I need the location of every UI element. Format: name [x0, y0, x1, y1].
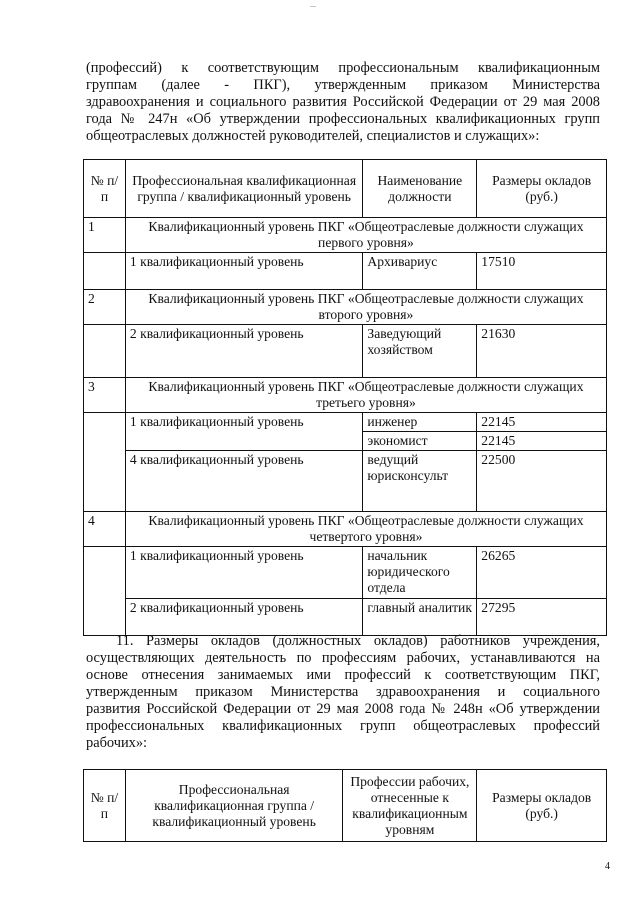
- header-position: Наименование должности: [363, 160, 477, 218]
- section-title: Квалификационный уровень ПКГ «Общеотраслевые должности служащих третьего уровня»: [125, 378, 606, 413]
- intro-line: (профессий) к соответствующим профессиональным квалификационным: [86, 60, 600, 76]
- section-num: 1: [84, 218, 126, 253]
- salary-cell: 22145: [477, 432, 607, 451]
- level-cell: 1 квалификационный уровень: [125, 253, 362, 290]
- section-num: 3: [84, 378, 126, 413]
- header-group: Профессиональная квалификационная группа / квалификационный уровень: [125, 160, 362, 218]
- section-title: Квалификационный уровень ПКГ «Общеотраслевые должности служащих четвертого уровня»: [125, 512, 606, 547]
- table-pkg-employees: [83, 159, 607, 636]
- position-cell: ведущий юрисконсульт: [363, 451, 477, 512]
- table-row: [84, 599, 607, 636]
- para11-line: рабочих»:: [86, 735, 148, 751]
- table-row: [84, 413, 607, 432]
- top-mark: ...: [310, 0, 316, 9]
- table-row: [84, 325, 607, 378]
- intro-line: группам (далее - ПКГ), утвержденным приказом Министерства: [86, 77, 600, 93]
- para11-line: развития Российской Федерации от 29 мая 2008 года № 248н «Об утверждении: [86, 701, 600, 717]
- table-header-row: [84, 160, 607, 218]
- table-pkg-workers: [83, 769, 607, 842]
- position-cell: главный аналитик: [363, 599, 477, 636]
- para11-line: осуществляющих деятельность по профессиям рабочих, устанавливаются на: [86, 650, 600, 666]
- para11-line: утвержденным приказом Министерства здравоохранения и социального: [86, 684, 600, 700]
- table-row: [84, 253, 607, 290]
- section-row: [84, 290, 607, 325]
- position-cell: инженер: [363, 413, 477, 432]
- header-num: № п/п: [84, 770, 126, 842]
- section-title: Квалификационный уровень ПКГ «Общеотраслевые должности служащих второго уровня»: [125, 290, 606, 325]
- intro-line: года № 247н «Об утверждении профессиональных квалификационных групп: [86, 111, 600, 127]
- section-num: 2: [84, 290, 126, 325]
- salary-cell: 17510: [477, 253, 607, 290]
- table-header-row: [84, 770, 607, 842]
- salary-cell: 21630: [477, 325, 607, 378]
- header-num: № п/п: [84, 160, 126, 218]
- section-num: 4: [84, 512, 126, 547]
- header-professions: Профессии рабочих, отнесенные к квалификационным уровням: [343, 770, 477, 842]
- section-row: [84, 512, 607, 547]
- salary-cell: 22500: [477, 451, 607, 512]
- level-cell: 1 квалификационный уровень: [125, 547, 362, 599]
- intro-line: здравоохранения и социального развития Российской Федерации от 29 мая 2008: [86, 94, 600, 110]
- salary-cell: 22145: [477, 413, 607, 432]
- table-row: [84, 451, 607, 512]
- position-cell: начальник юридического отдела: [363, 547, 477, 599]
- header-salary: Размеры окладов (руб.): [477, 160, 607, 218]
- page-number: 4: [605, 861, 610, 872]
- intro-paragraph: [86, 60, 600, 145]
- position-cell: Архивариус: [363, 253, 477, 290]
- level-cell: 2 квалификационный уровень: [125, 599, 362, 636]
- para11-line: 11. Размеры окладов (должностных окладов) работников учреждения,: [116, 633, 600, 649]
- salary-cell: 27295: [477, 599, 607, 636]
- para11-line: основе отнесения занимаемых ими профессий к соответствующим ПКГ,: [86, 667, 600, 683]
- level-cell: 4 квалификационный уровень: [125, 451, 362, 512]
- header-group: Профессиональная квалификационная группа / квалификационный уровень: [125, 770, 343, 842]
- paragraph-11: [86, 633, 600, 752]
- salary-cell: 26265: [477, 547, 607, 599]
- level-cell: 1 квалификационный уровень: [125, 413, 362, 451]
- section-title: Квалификационный уровень ПКГ «Общеотраслевые должности служащих первого уровня»: [125, 218, 606, 253]
- header-salary: Размеры окладов (руб.): [477, 770, 607, 842]
- table-row: [84, 547, 607, 599]
- position-cell: Заведующий хозяйством: [363, 325, 477, 378]
- level-cell: 2 квалификационный уровень: [125, 325, 362, 378]
- section-row: [84, 218, 607, 253]
- section-row: [84, 378, 607, 413]
- para11-line: профессиональных квалификационных групп общеотраслевых профессий: [86, 718, 600, 734]
- intro-line: общеотраслевых должностей руководителей, специалистов и служащих»:: [86, 128, 540, 144]
- position-cell: экономист: [363, 432, 477, 451]
